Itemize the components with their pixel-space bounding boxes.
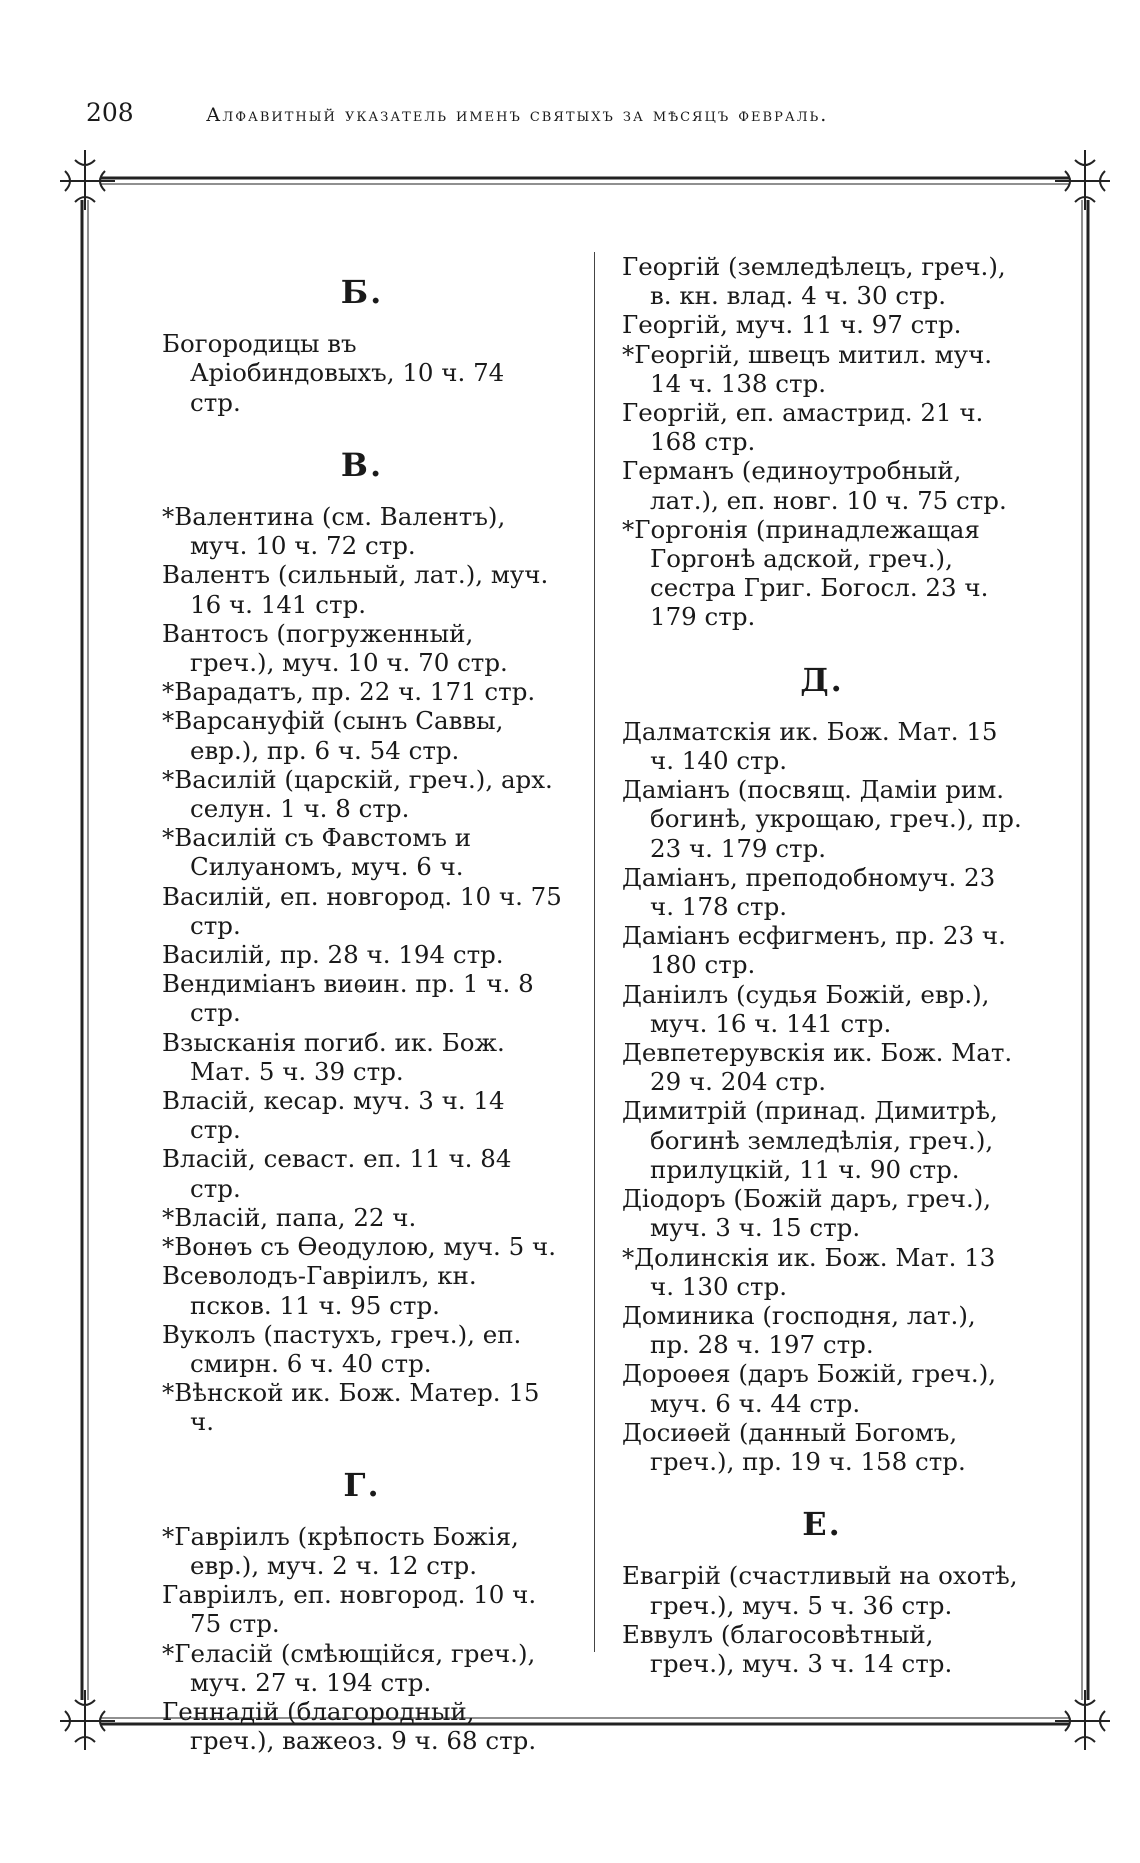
section-letter-b: Б. bbox=[340, 273, 384, 311]
index-entry: *Власій, папа, 22 ч. bbox=[162, 1202, 417, 1232]
section-letter-g: Г. bbox=[343, 1465, 381, 1504]
index-entry: Василій, еп. новгород. 10 ч. 75 стр. bbox=[162, 881, 562, 940]
index-entry: Георгій (земледѣлецъ, греч.), в. кн. влад. 4 ч. 30 стр. bbox=[622, 252, 1006, 311]
index-entry: Георгій, еп. амастрид. 21 ч. 168 стр. bbox=[622, 398, 984, 457]
left-column bbox=[162, 236, 562, 1755]
page-number: 208 bbox=[86, 98, 134, 127]
index-entry: *Вѣнской ик. Бож. Матер. 15 ч. bbox=[162, 1378, 540, 1437]
index-entry: *Долинскія ик. Бож. Мат. 13 ч. 130 стр. bbox=[622, 1242, 996, 1301]
index-entry: Вантосъ (погруженный, греч.), муч. 10 ч. 70 стр. bbox=[162, 618, 508, 678]
index-entry: *Геласій (смѣющійся, греч.), муч. 27 ч. 194 стр. bbox=[162, 1638, 536, 1697]
index-entry: *Вонѳъ съ Ѳеодулою, муч. 5 ч. bbox=[162, 1232, 556, 1262]
index-entry: Власій, севаст. еп. 11 ч. 84 стр. bbox=[162, 1144, 512, 1203]
index-entry: Діодоръ (Божій даръ, греч.), муч. 3 ч. 15 стр. bbox=[622, 1184, 992, 1243]
index-entry: Даміанъ (посвящ. Даміи рим. богинѣ, укрощаю, греч.), пр. 23 ч. 179 стр. bbox=[622, 775, 1022, 863]
index-entry: Геннадій (благородный, греч.), важеоз. 9 ч. 68 стр. bbox=[162, 1696, 537, 1756]
index-entry: Еввулъ (благосовѣтный, греч.), муч. 3 ч. 14 стр. bbox=[622, 1619, 953, 1678]
index-entry: Власій, кесар. муч. 3 ч. 14 стр. bbox=[162, 1086, 505, 1145]
index-entry: Валентъ (сильный, лат.), муч. 16 ч. 141 стр. bbox=[162, 560, 549, 619]
section-letter-e: Е. bbox=[802, 1505, 842, 1544]
section-letter-v: В. bbox=[340, 445, 384, 484]
column-divider bbox=[594, 252, 595, 1652]
index-entry: Богородицы въ Аріобиндовыхъ, 10 ч. 74 стр. bbox=[162, 329, 505, 417]
index-entry: *Варадатъ, пр. 22 ч. 171 стр. bbox=[162, 677, 536, 707]
index-entry: Евагрій (счастливый на охотѣ, греч.), муч. 5 ч. 36 стр. bbox=[622, 1561, 1018, 1620]
index-entry: Георгій, муч. 11 ч. 97 стр. bbox=[622, 310, 962, 340]
index-entry: Даміанъ есфигменъ, пр. 23 ч. 180 стр. bbox=[622, 921, 1006, 980]
page-header bbox=[86, 98, 986, 138]
index-entry: Василій, пр. 28 ч. 194 стр. bbox=[162, 940, 504, 970]
index-entry: Димитрій (принад. Димитрѣ, богинѣ земледѣлія, греч.), прилуцкій, 11 ч. 90 стр. bbox=[622, 1096, 998, 1184]
right-column bbox=[622, 236, 1022, 1678]
index-entry: *Георгій, швецъ митил. муч. 14 ч. 138 стр. bbox=[622, 339, 993, 398]
index-entry: Всеволодъ-Гавріилъ, кн. псков. 11 ч. 95 стр. bbox=[162, 1261, 477, 1320]
running-title: Алфавитный указатель именъ святыхъ за мѣсяцъ февраль. bbox=[206, 104, 829, 126]
index-entry: Дороѳея (даръ Божій, греч.), муч. 6 ч. 44 стр. bbox=[622, 1359, 997, 1418]
index-entry: Далматскія ик. Бож. Мат. 15 ч. 140 стр. bbox=[622, 716, 998, 776]
index-entry: Даніилъ (судья Божій, евр.), муч. 16 ч. 141 стр. bbox=[622, 979, 990, 1038]
index-entry: *Горгонія (принадлежащая Горгонѣ адской, греч.), сестра Григ. Богосл. 23 ч. 179 стр. bbox=[622, 514, 989, 632]
index-entry: Даміанъ, преподобномуч. 23 ч. 178 стр. bbox=[622, 862, 996, 922]
index-entry: *Василій (царскій, греч.), арх. селун. 1 ч. 8 стр. bbox=[162, 764, 553, 824]
index-entry: Гавріилъ, еп. новгород. 10 ч. 75 стр. bbox=[162, 1580, 537, 1639]
index-entry: *Варсануфій (сынъ Саввы, евр.), пр. 6 ч. 54 стр. bbox=[162, 706, 504, 765]
index-entry: Взысканія погиб. ик. Бож. Мат. 5 ч. 39 стр. bbox=[162, 1027, 505, 1086]
index-entry: *Валентина (см. Валентъ), муч. 10 ч. 72 стр. bbox=[162, 502, 506, 561]
index-entry: Германъ (единоутробный, лат.), еп. новг. 10 ч. 75 стр. bbox=[622, 456, 1007, 515]
index-entry: Вендиміанъ виѳин. пр. 1 ч. 8 стр. bbox=[162, 969, 534, 1028]
index-entry: Досиѳей (данный Богомъ, греч.), пр. 19 ч. 158 стр. bbox=[622, 1417, 966, 1476]
section-letter-d: Д. bbox=[800, 660, 844, 699]
index-entry: Вуколъ (пастухъ, греч.), еп. смирн. 6 ч. 40 стр. bbox=[162, 1319, 522, 1378]
index-entry: *Гавріилъ (крѣпость Божія, евр.), муч. 2 ч. 12 стр. bbox=[162, 1521, 519, 1580]
index-entry: *Василій съ Фавстомъ и Силуаномъ, муч. 6 ч. bbox=[162, 823, 472, 882]
index-entry: Девпетерувскія ик. Бож. Мат. 29 ч. 204 стр. bbox=[622, 1038, 1013, 1097]
continued-section bbox=[622, 252, 1022, 632]
index-entry: Доминика (господня, лат.), пр. 28 ч. 197 стр. bbox=[622, 1300, 976, 1360]
